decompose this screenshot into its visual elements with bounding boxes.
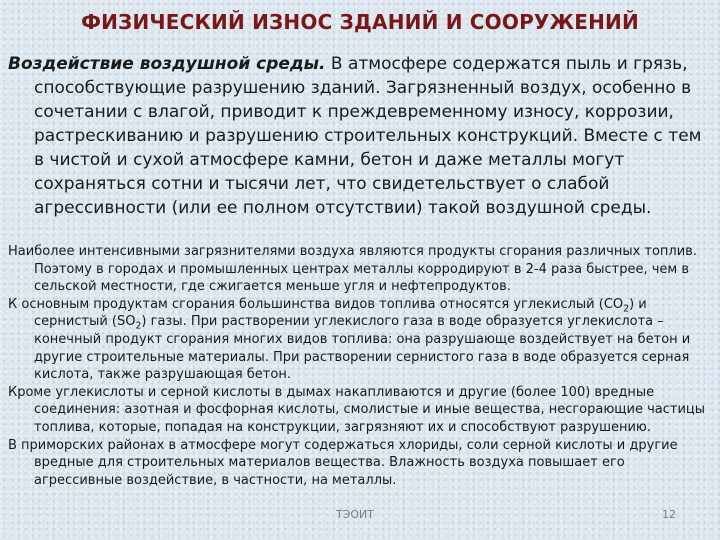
- lead-body: В атмосфере содержатся пыль и грязь, способствующие разрушению зданий. Загрязненный воздух, особенно в сочетании с влагой, приводит к преждевременному износу, коррозии, растрескиванию и разрушению строительных конструкций. Вместе с тем в чистой и сухой атмосфере камни, бетон и даже металлы могут сохраняться сотни и тысячи лет, что свидетельствует о слабой агрессивности (или ее полном отсутствии) такой воздушной среды.: [34, 54, 702, 218]
- paragraph-coastal-areas: В приморских районах в атмосфере могут содержаться хлориды, соли серной кислоты и другие вредные для строительных материалов вещества. Влажность воздуха повышает его агрессивные воздействие, в частности, на металлы.: [8, 437, 678, 488]
- slide-title: ФИЗИЧЕСКИЙ ИЗНОС ЗДАНИЙ И СООРУЖЕНИЙ: [81, 10, 639, 34]
- paragraph-harmful-compounds: Кроме углекислоты и серной кислоты в дымах накапливаются и другие (более 100) вредные соединения: азотная и фосфорная кислоты, смолистые и иные вещества, несгорающие частицы топлива, которые, попадая на конструкции, загрязняют их и способствуют разрушению.: [8, 384, 706, 435]
- footer-label: ТЭОИТ: [336, 508, 375, 521]
- p2-part-b: ) и сернистый (SO: [34, 296, 647, 330]
- page-number: 12: [662, 508, 676, 521]
- body-text: [8, 243, 714, 489]
- co2-subscript: 2: [623, 303, 630, 315]
- lead-emphasis: Воздействие воздушной среды.: [8, 54, 326, 74]
- paragraph-combustion-gases: [8, 296, 714, 384]
- p2-part-c: ) газы. При растворении углекислого газа в воде образуется углекислота – конечный продукт сгорания многих видов топлива: она разрушающе воздействует на бетон и другие строительные материалы. При растворении сернистого газа в воде образуется серная кислота, также разрушающая бетон.: [34, 314, 691, 383]
- lead-text-block: [8, 52, 712, 220]
- p2-part-a: К основным продуктам сгорания большинства видов топлива относятся углекислый (СО: [8, 296, 624, 312]
- so2-subscript: 2: [135, 320, 142, 332]
- paragraph-fuel-combustion: Наиболее интенсивными загрязнителями воздуха являются продукты сгорания различных топлив. Поэтому в городах и промышленных центрах металлы корродируют в 2-4 раза быстрее, чем в сельской местности, где сжигается меньше угля и нефтепродуктов.: [8, 244, 697, 295]
- lead-paragraph: [8, 52, 712, 220]
